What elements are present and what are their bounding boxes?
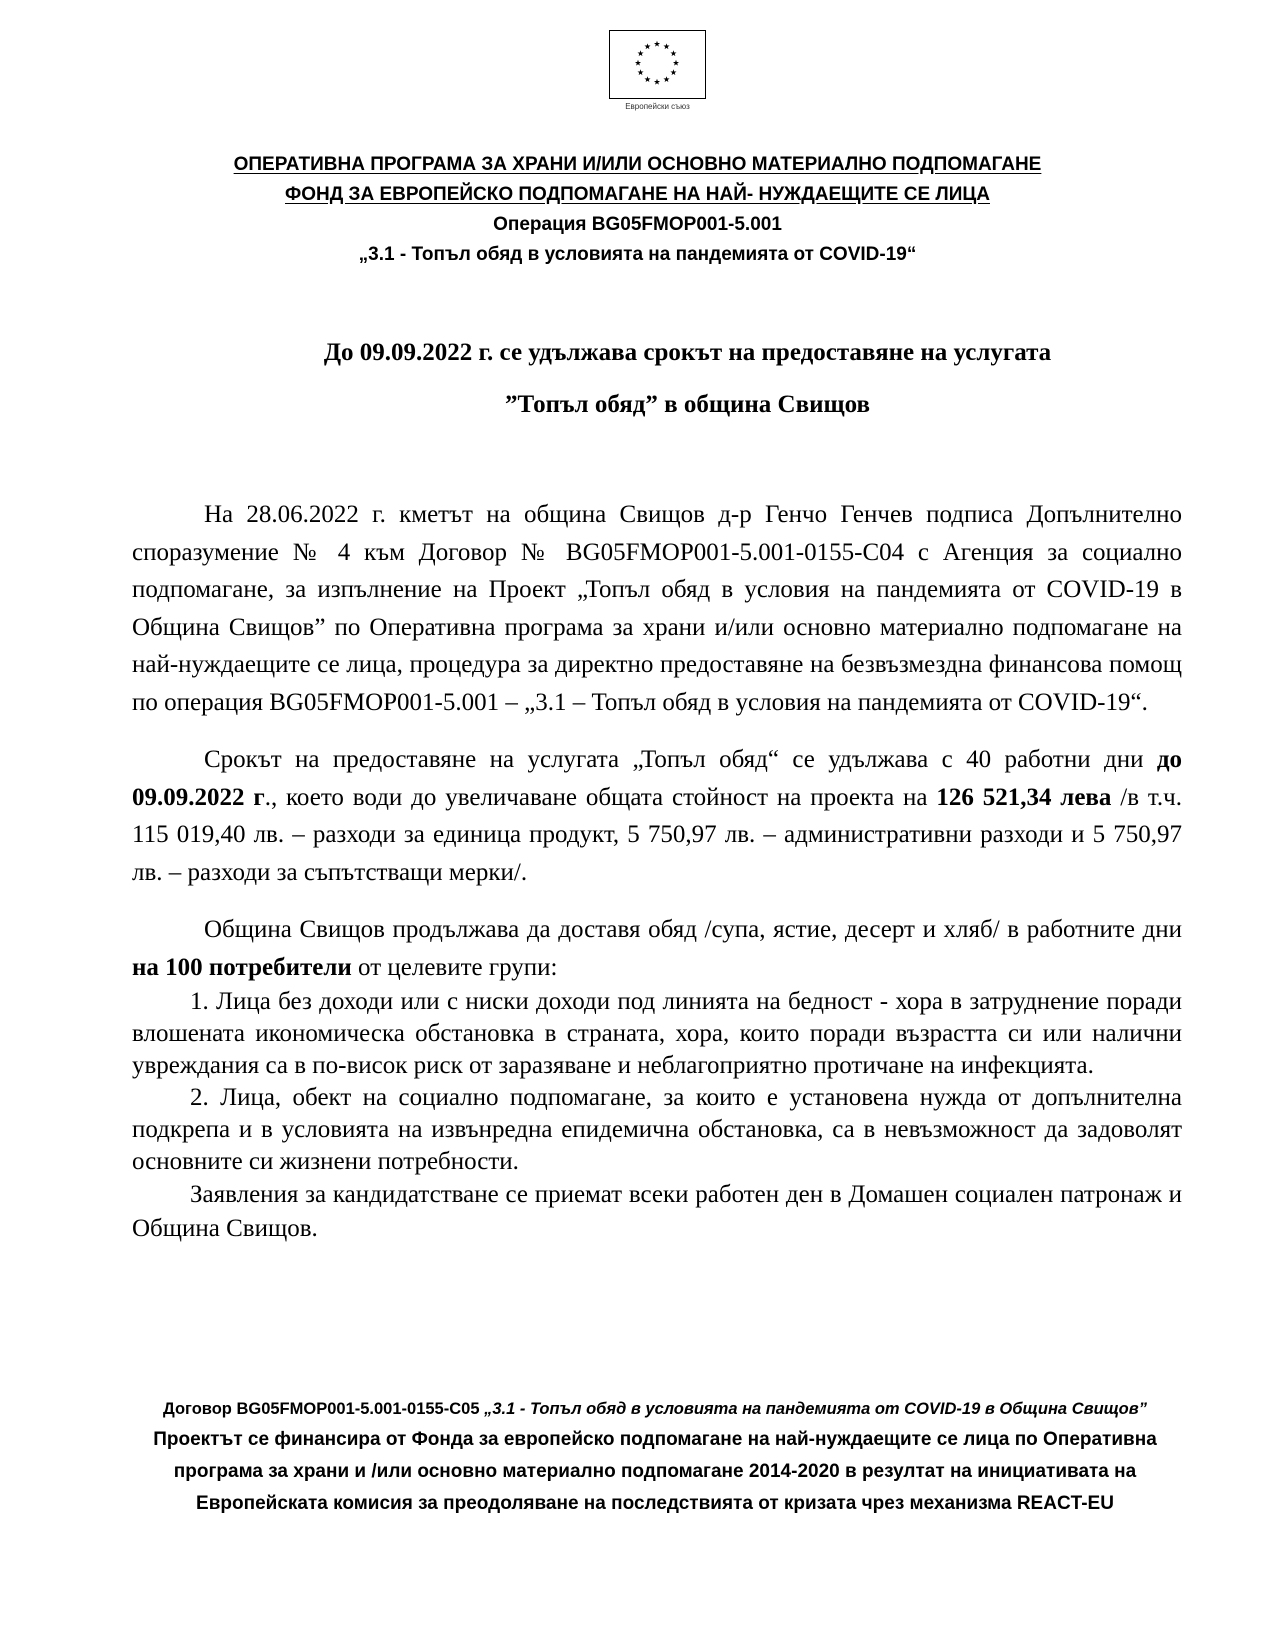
target-groups-list [132,986,1182,1178]
extension-deadline: до 09.09.2022 г [132,746,1182,811]
eu-star [638,69,644,75]
cost-breakdown: /в т.ч. 115 019,40 лв. – разходи за единица продукт, 5 750,97 лв. – административни разходи и 5 750,97 лв. – разходи за съпътстващи мерки/. [132,783,1182,886]
eu-star [670,50,676,56]
contract-number: Договор BG05FMOP001-5.001-0155-C05 [163,1400,485,1418]
paragraph-extension [132,741,1182,891]
eu-star [644,43,650,49]
title-line-2: ”Топъл обяд” в община Свищов [505,391,870,418]
service-text: Община Свищов продължава да доставя обяд /супа, ястие, десерт и хляб/ в работните дни [204,916,1182,943]
header-operation-line: Операция BG05FMOP001-5.001 [493,214,782,235]
header-operation-name: „3.1 - Топъл обяд в условията на пандемията от COVID-19“ [358,244,917,265]
project-total-value: 126 521,34 лева [936,783,1112,811]
list-item: 2. Лица, обект на социално подпомагане, за които е установена нужда от допълнителна подкрепа и в условията на извънредна епидемична обстановка, са в невъзможност да задоволят основните си жизнени потребности. [132,1084,1182,1175]
paragraph-applications: Заявления за кандидатстване се приемат всеки работен ден в Домашен социален патронаж и Община Свищов. [132,1181,1182,1242]
eu-star [654,79,660,85]
logo-caption: Европейски съюз [625,102,690,111]
footer [130,1398,1180,1520]
beneficiaries-count: на 100 потребители [132,953,352,981]
paragraph-agreement: На 28.06.2022 г. кметът на община Свищов д-р Генчо Генчев подписа Допълнително споразумение № 4 към Договор № BG05FMOP001-5.001-0155-C04 с Агенция за социално подпомагане, за изпълнение на Проект „Топъл обяд в условия на пандемията от COVID-19 в Община Свищов” по Оперативна програма за храни и/или основно материално подпомагане на най-нуждаещите се лица, процедура за директно предоставяне на безвъзмездна финансова помощ по операция BG05FMOP001-5.001 – „3.1 – Топъл обяд в условия на пандемията от COVID-19“. [132,501,1182,716]
extension-text-2: ., което води до увеличаване общата стойност на проекта на [264,783,937,811]
eu-star [663,43,669,49]
footer-financing: Проектът се финансира от Фонда за европейско подпомагане на най-нуждаещите се лица по Оперативна програма за храни и /или основно материално подпомагане 2014-2020 в резултат на инициативата на Европейската комисия за преодоляване на последствията от кризата чрез механизма REACT-EU [153,1429,1157,1514]
eu-star [673,60,679,66]
eu-star [635,60,641,66]
header-fund-line: ФОНД ЗА ЕВРОПЕЙСКО ПОДПОМАГАНЕ НА НАЙ- НУЖДАЕЩИТЕ СЕ ЛИЦА [285,184,990,205]
eu-star [638,50,644,56]
list-item: 1. Лица без доходи или с ниски доходи под линията на бедност - хора в затруднение поради влошената икономическа обстановка в страната, хора, които поради възрастта си или налични увреждания са в по-висок риск от заразяване и неблагоприятно протичане на инфекцията. [132,988,1182,1079]
article-body [132,496,1182,1246]
eu-star [663,76,669,82]
eu-star [654,41,660,47]
header-program-line: ОПЕРАТИВНА ПРОГРАМА ЗА ХРАНИ И/ИЛИ ОСНОВНО МАТЕРИАЛНО ПОДПОМАГАНЕ [233,154,1042,175]
service-text-2: от целевите групи: [351,953,558,981]
eu-star [670,69,676,75]
eu-star [644,76,650,82]
title-line-1: До 09.09.2022 г. се удължава срокът на предоставяне на услугата [323,339,1052,366]
footer-contract [130,1398,1180,1420]
paragraph-service [132,911,1182,986]
contract-project-name: „3.1 - Топъл обяд в условията на пандемията от COVID-19 в Община Свищов” [484,1400,1147,1418]
extension-text: Срокът на предоставяне на услугата „Топъл обяд“ се удължава с 40 работни дни [204,746,1157,773]
program-header [0,150,1275,270]
article-title [200,335,1175,423]
eu-flag-logo [609,30,706,99]
eu-flag-icon [610,31,704,97]
